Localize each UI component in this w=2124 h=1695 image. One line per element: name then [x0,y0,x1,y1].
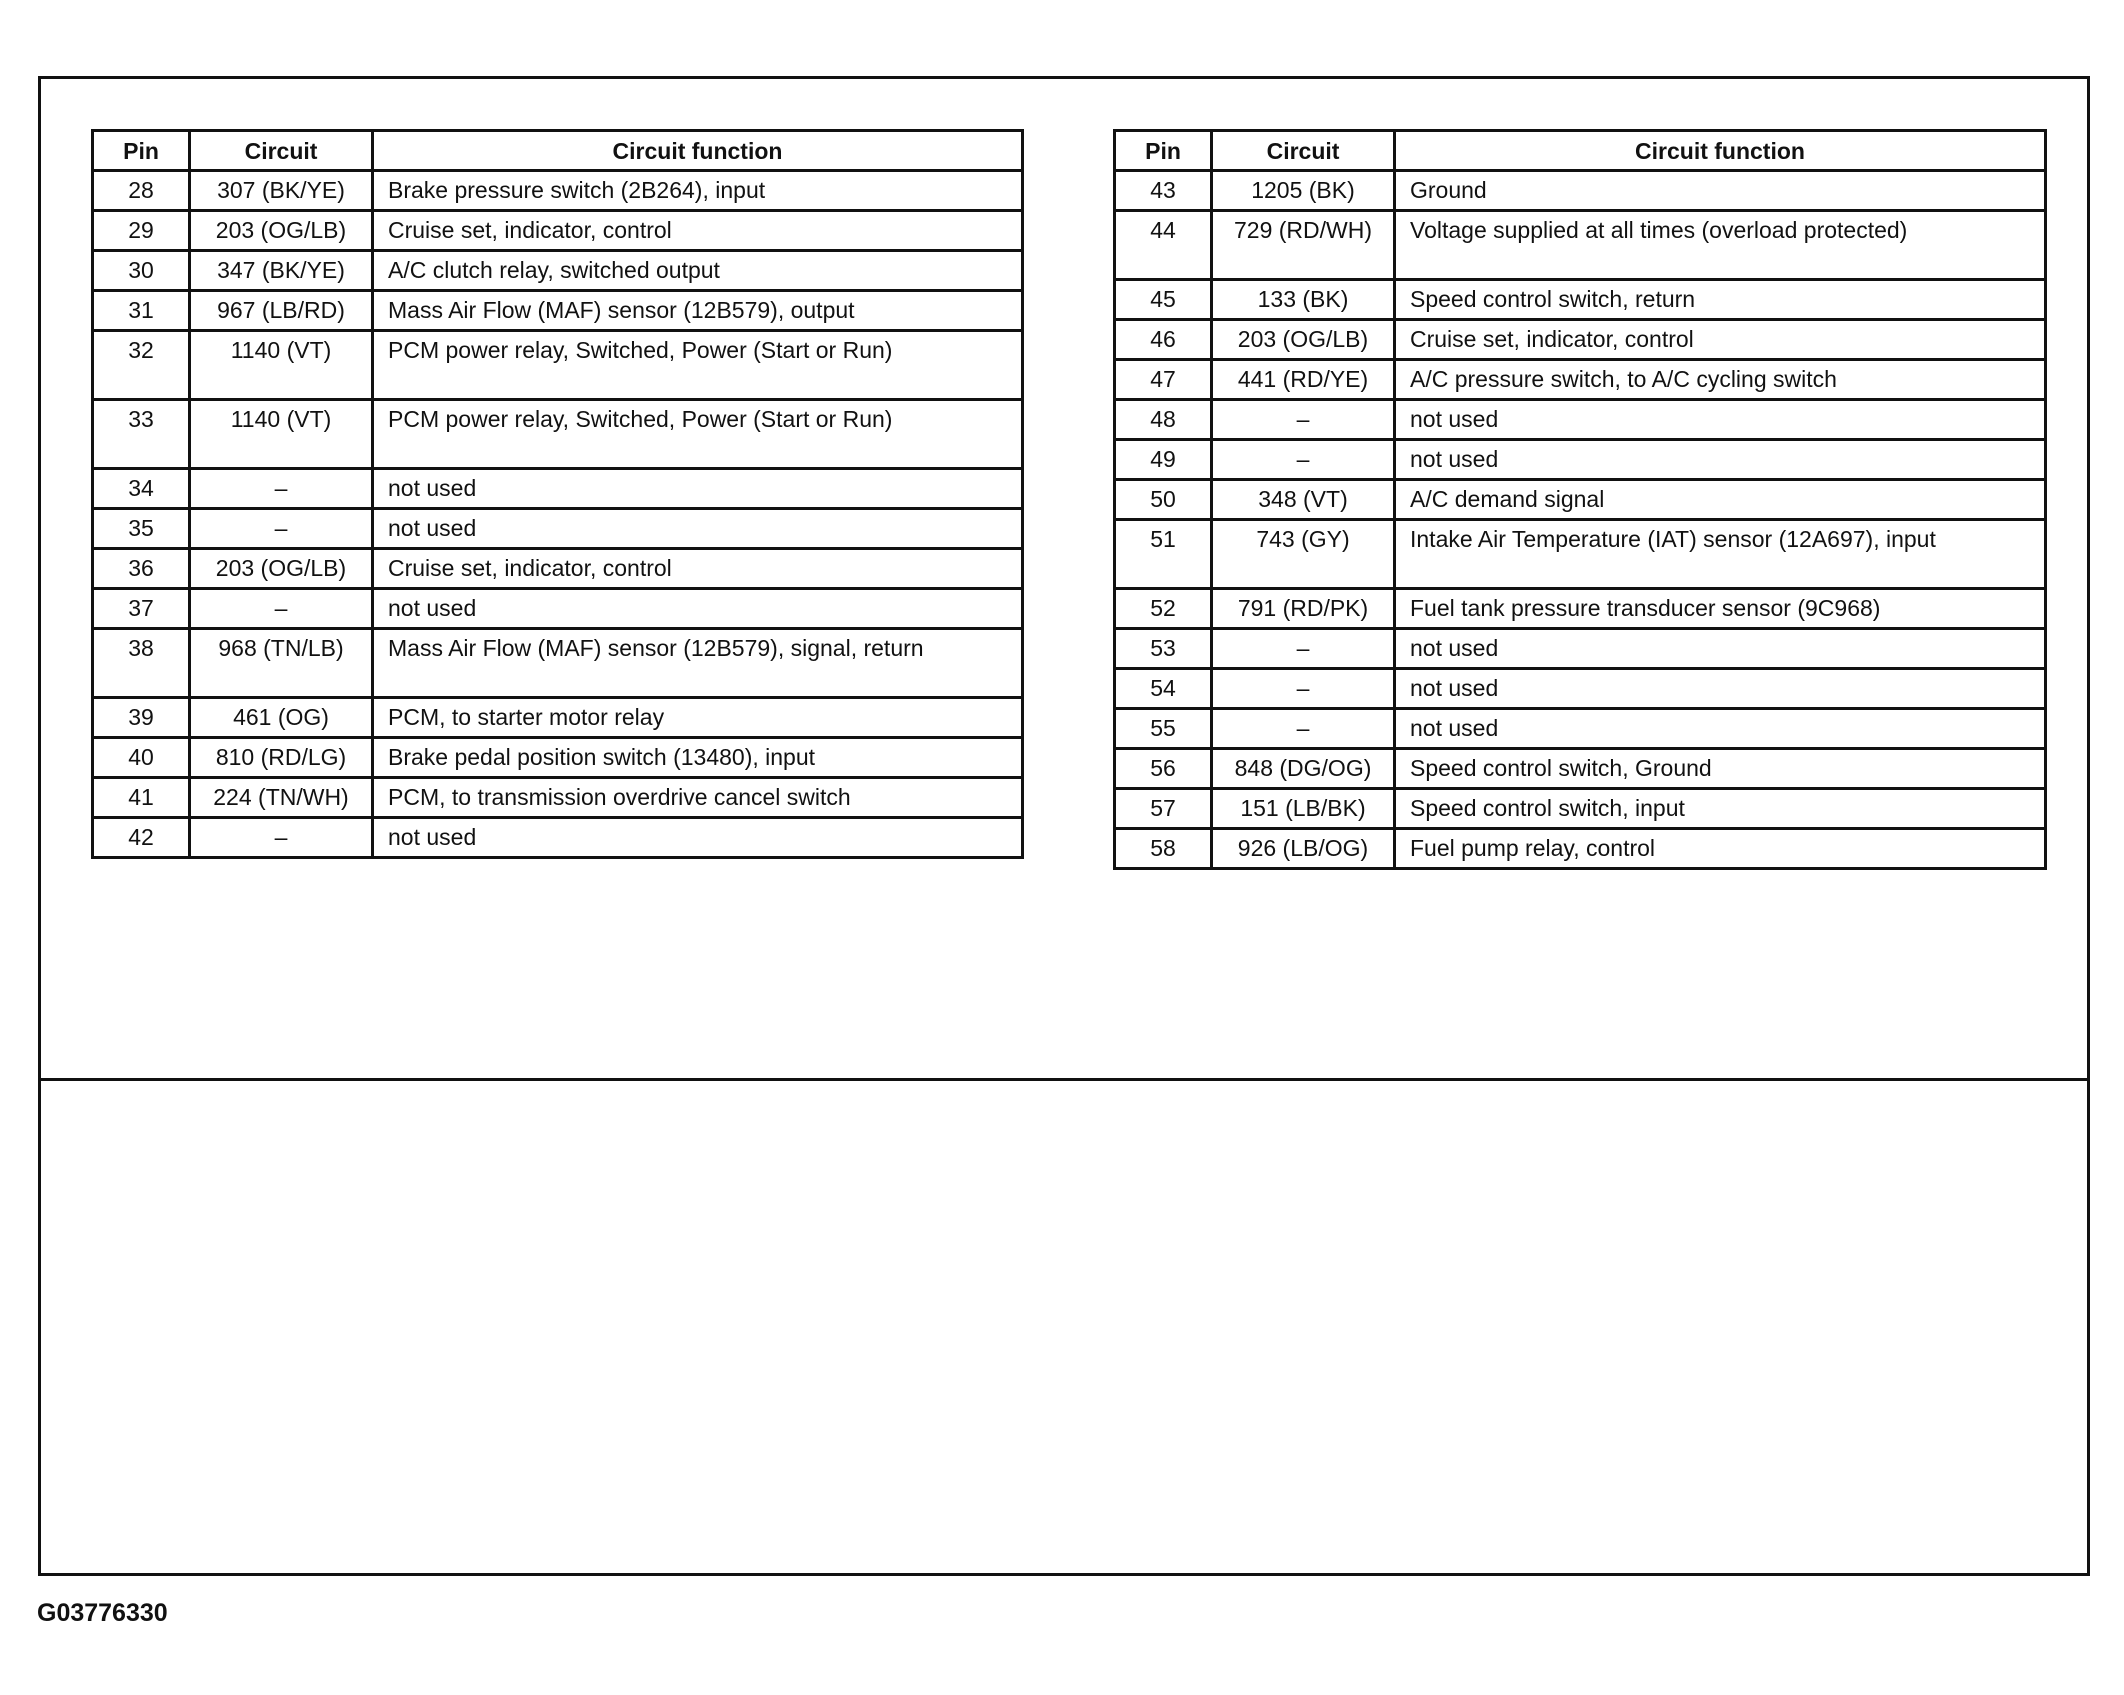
circuit-cell: 307 (BK/YE) [190,171,373,211]
circuit-cell: 203 (OG/LB) [190,549,373,589]
table-row [93,171,1023,211]
circuit-cell: 968 (TN/LB) [190,629,373,698]
pin-cell: 58 [1115,829,1212,869]
circuit-cell: 791 (RD/PK) [1212,589,1395,629]
pin-cell: 55 [1115,709,1212,749]
circuit-function-cell: not used [373,509,1023,549]
pin-cell: 56 [1115,749,1212,789]
header-circuit: Circuit [190,131,373,171]
header-pin: Pin [93,131,190,171]
circuit-function-cell: Speed control switch, Ground [1395,749,2046,789]
pin-cell: 48 [1115,400,1212,440]
table-row [1115,171,2046,211]
circuit-cell: 224 (TN/WH) [190,778,373,818]
pin-table-left [91,129,1024,859]
pin-cell: 54 [1115,669,1212,709]
circuit-function-cell: not used [373,818,1023,858]
table-row [1115,589,2046,629]
circuit-function-cell: Ground [1395,171,2046,211]
circuit-cell: 347 (BK/YE) [190,251,373,291]
table-row [1115,480,2046,520]
circuit-cell: 441 (RD/YE) [1212,360,1395,400]
circuit-function-cell: A/C demand signal [1395,480,2046,520]
table-row [1115,360,2046,400]
pin-cell: 38 [93,629,190,698]
circuit-function-cell: PCM power relay, Switched, Power (Start or Run) [373,400,1023,469]
circuit-cell: 203 (OG/LB) [1212,320,1395,360]
circuit-function-cell: Fuel pump relay, control [1395,829,2046,869]
circuit-function-cell: Speed control switch, return [1395,280,2046,320]
circuit-function-cell: Voltage supplied at all times (overload protected) [1395,211,2046,280]
circuit-function-cell: not used [1395,440,2046,480]
pin-cell: 39 [93,698,190,738]
pin-cell: 29 [93,211,190,251]
table-row [93,469,1023,509]
table-row [93,698,1023,738]
circuit-function-cell: not used [373,469,1023,509]
table-row [1115,440,2046,480]
table-row [93,549,1023,589]
table-row [1115,320,2046,360]
pin-cell: 35 [93,509,190,549]
frame-divider [41,1078,2087,1081]
circuit-function-cell: not used [1395,629,2046,669]
table-row [93,211,1023,251]
circuit-cell: – [1212,400,1395,440]
circuit-cell: – [1212,709,1395,749]
circuit-cell: 1140 (VT) [190,400,373,469]
circuit-cell: 848 (DG/OG) [1212,749,1395,789]
circuit-cell: – [1212,440,1395,480]
figure-id: G03776330 [37,1599,168,1627]
circuit-cell: 743 (GY) [1212,520,1395,589]
pin-cell: 44 [1115,211,1212,280]
circuit-function-cell: PCM, to transmission overdrive cancel switch [373,778,1023,818]
table-row [1115,280,2046,320]
circuit-function-cell: not used [1395,709,2046,749]
pin-cell: 50 [1115,480,1212,520]
pin-cell: 36 [93,549,190,589]
table-row [1115,709,2046,749]
circuit-function-cell: not used [373,589,1023,629]
table-row [1115,669,2046,709]
circuit-function-cell: PCM, to starter motor relay [373,698,1023,738]
circuit-function-cell: Cruise set, indicator, control [373,549,1023,589]
table-row [1115,789,2046,829]
circuit-cell: 203 (OG/LB) [190,211,373,251]
table-header-row [93,131,1023,171]
circuit-function-cell: A/C pressure switch, to A/C cycling switch [1395,360,2046,400]
circuit-cell: 926 (LB/OG) [1212,829,1395,869]
header-circuit: Circuit [1212,131,1395,171]
pin-cell: 28 [93,171,190,211]
pin-cell: 47 [1115,360,1212,400]
pin-cell: 40 [93,738,190,778]
table-row [93,509,1023,549]
pin-cell: 37 [93,589,190,629]
table-row [1115,829,2046,869]
circuit-cell: – [190,469,373,509]
circuit-cell: 1205 (BK) [1212,171,1395,211]
table-row [93,331,1023,400]
pin-cell: 41 [93,778,190,818]
table-row [1115,211,2046,280]
table-row [1115,520,2046,589]
circuit-function-cell: Mass Air Flow (MAF) sensor (12B579), signal, return [373,629,1023,698]
pin-cell: 51 [1115,520,1212,589]
circuit-function-cell: Cruise set, indicator, control [1395,320,2046,360]
table-row [93,818,1023,858]
circuit-cell: – [1212,629,1395,669]
circuit-cell: 133 (BK) [1212,280,1395,320]
pin-cell: 53 [1115,629,1212,669]
circuit-cell: – [1212,669,1395,709]
circuit-cell: 967 (LB/RD) [190,291,373,331]
pin-cell: 46 [1115,320,1212,360]
pin-cell: 57 [1115,789,1212,829]
table-row [93,400,1023,469]
table-row [93,589,1023,629]
table-row [1115,400,2046,440]
circuit-function-cell: Mass Air Flow (MAF) sensor (12B579), output [373,291,1023,331]
circuit-cell: – [190,818,373,858]
table-header-row [1115,131,2046,171]
table-row [1115,629,2046,669]
pin-cell: 34 [93,469,190,509]
circuit-function-cell: Intake Air Temperature (IAT) sensor (12A697), input [1395,520,2046,589]
pin-cell: 49 [1115,440,1212,480]
pin-cell: 32 [93,331,190,400]
circuit-cell: 461 (OG) [190,698,373,738]
circuit-function-cell: Speed control switch, input [1395,789,2046,829]
circuit-cell: 1140 (VT) [190,331,373,400]
circuit-function-cell: Fuel tank pressure transducer sensor (9C968) [1395,589,2046,629]
pin-cell: 45 [1115,280,1212,320]
header-circuit-function: Circuit function [1395,131,2046,171]
pin-cell: 30 [93,251,190,291]
circuit-cell: 810 (RD/LG) [190,738,373,778]
circuit-function-cell: Cruise set, indicator, control [373,211,1023,251]
header-pin: Pin [1115,131,1212,171]
pin-cell: 42 [93,818,190,858]
circuit-cell: – [190,509,373,549]
pin-cell: 43 [1115,171,1212,211]
header-circuit-function: Circuit function [373,131,1023,171]
table-row [93,778,1023,818]
table-row [93,251,1023,291]
circuit-function-cell: A/C clutch relay, switched output [373,251,1023,291]
pin-cell: 31 [93,291,190,331]
circuit-cell: 348 (VT) [1212,480,1395,520]
circuit-function-cell: Brake pressure switch (2B264), input [373,171,1023,211]
circuit-cell: 151 (LB/BK) [1212,789,1395,829]
circuit-function-cell: PCM power relay, Switched, Power (Start or Run) [373,331,1023,400]
circuit-cell: 729 (RD/WH) [1212,211,1395,280]
circuit-function-cell: not used [1395,669,2046,709]
pin-table-right [1113,129,2047,870]
pin-cell: 33 [93,400,190,469]
table-row [93,629,1023,698]
table-row [1115,749,2046,789]
table-row [93,738,1023,778]
circuit-cell: – [190,589,373,629]
pin-cell: 52 [1115,589,1212,629]
circuit-function-cell: not used [1395,400,2046,440]
circuit-function-cell: Brake pedal position switch (13480), input [373,738,1023,778]
table-row [93,291,1023,331]
